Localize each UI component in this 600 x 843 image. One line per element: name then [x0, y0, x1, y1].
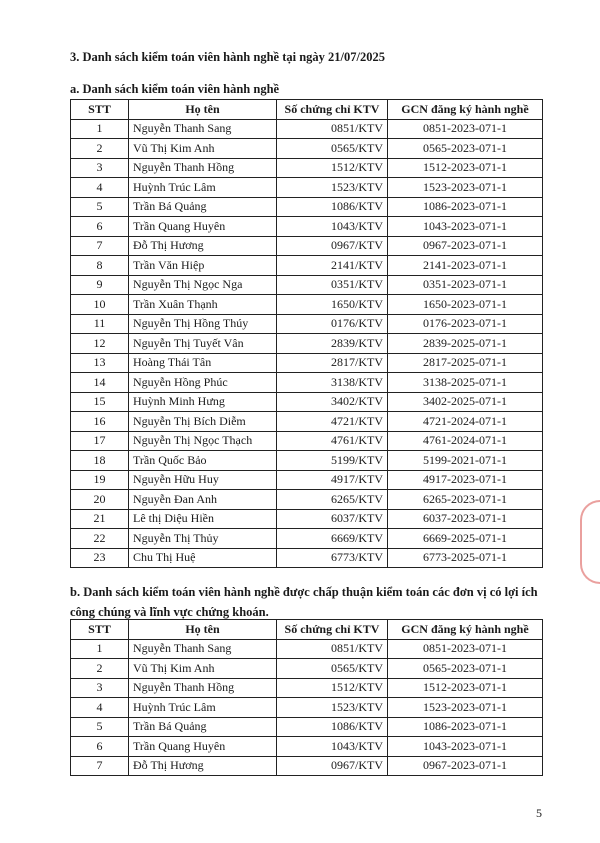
table-row — [71, 275, 543, 295]
cell-name: Nguyễn Hữu Huy — [129, 470, 277, 490]
cell-stt: 4 — [71, 178, 129, 198]
cell-name: Vũ Thị Kim Anh — [129, 139, 277, 159]
cell-registration: 0351-2023-071-1 — [388, 275, 543, 295]
cell-certificate: 2839/KTV — [277, 334, 388, 354]
cell-registration: 1086-2023-071-1 — [388, 197, 543, 217]
part-a-title: a. Danh sách kiểm toán viên hành nghề — [70, 82, 280, 96]
cell-registration: 2141-2023-071-1 — [388, 256, 543, 276]
table-row — [71, 314, 543, 334]
cell-registration: 6265-2023-071-1 — [388, 490, 543, 510]
cell-certificate: 0967/KTV — [277, 756, 388, 776]
cell-certificate: 1650/KTV — [277, 295, 388, 315]
cell-name: Đỗ Thị Hương — [129, 236, 277, 256]
table-row — [71, 737, 543, 757]
cell-registration: 6669-2025-071-1 — [388, 529, 543, 549]
header-stt: STT — [71, 100, 129, 120]
cell-stt: 21 — [71, 509, 129, 529]
cell-certificate: 3402/KTV — [277, 392, 388, 412]
cell-name: Trần Văn Hiệp — [129, 256, 277, 276]
cell-name: Huỳnh Minh Hưng — [129, 392, 277, 412]
cell-registration: 1086-2023-071-1 — [388, 717, 543, 737]
cell-registration: 1043-2023-071-1 — [388, 737, 543, 757]
cell-registration: 6773-2025-071-1 — [388, 548, 543, 568]
table-row — [71, 373, 543, 393]
cell-registration: 6037-2023-071-1 — [388, 509, 543, 529]
table-row — [71, 678, 543, 698]
cell-name: Nguyễn Đan Anh — [129, 490, 277, 510]
header-registration: GCN đăng ký hành nghề — [388, 620, 543, 640]
auditor-table-b — [70, 619, 543, 776]
cell-registration: 0851-2023-071-1 — [388, 639, 543, 659]
cell-stt: 6 — [71, 737, 129, 757]
cell-stt: 9 — [71, 275, 129, 295]
cell-stt: 20 — [71, 490, 129, 510]
table-row — [71, 431, 543, 451]
cell-name: Đỗ Thị Hương — [129, 756, 277, 776]
table-row — [71, 412, 543, 432]
table-row — [71, 392, 543, 412]
cell-certificate: 0967/KTV — [277, 236, 388, 256]
cell-registration: 0565-2023-071-1 — [388, 139, 543, 159]
header-name: Họ tên — [129, 100, 277, 120]
table-row — [71, 334, 543, 354]
header-name: Họ tên — [129, 620, 277, 640]
cell-stt: 8 — [71, 256, 129, 276]
cell-certificate: 4721/KTV — [277, 412, 388, 432]
table-row — [71, 256, 543, 276]
table-row — [71, 197, 543, 217]
table-row — [71, 178, 543, 198]
table-row — [71, 353, 543, 373]
table-row — [71, 295, 543, 315]
cell-name: Nguyễn Thanh Hồng — [129, 158, 277, 178]
cell-registration: 3402-2025-071-1 — [388, 392, 543, 412]
cell-stt: 5 — [71, 197, 129, 217]
table-row — [71, 659, 543, 679]
cell-registration: 4917-2023-071-1 — [388, 470, 543, 490]
cell-name: Huỳnh Trúc Lâm — [129, 178, 277, 198]
cell-name: Trần Xuân Thạnh — [129, 295, 277, 315]
table-header-row — [71, 100, 543, 120]
cell-certificate: 1512/KTV — [277, 678, 388, 698]
cell-registration: 1650-2023-071-1 — [388, 295, 543, 315]
cell-name: Lê thị Diệu Hiền — [129, 509, 277, 529]
section-title: 3. Danh sách kiểm toán viên hành nghề tại ngày 21/07/2025 — [70, 50, 385, 64]
cell-certificate: 2141/KTV — [277, 256, 388, 276]
cell-certificate: 0565/KTV — [277, 659, 388, 679]
cell-stt: 18 — [71, 451, 129, 471]
cell-name: Trần Quốc Bảo — [129, 451, 277, 471]
cell-name: Nguyễn Thanh Hồng — [129, 678, 277, 698]
cell-stt: 6 — [71, 217, 129, 237]
header-certificate: Số chứng chỉ KTV — [277, 620, 388, 640]
auditor-table-a — [70, 99, 543, 568]
table-row — [71, 639, 543, 659]
page-number: 5 — [536, 806, 542, 820]
cell-stt: 4 — [71, 698, 129, 718]
cell-certificate: 5199/KTV — [277, 451, 388, 471]
cell-stt: 22 — [71, 529, 129, 549]
table-row — [71, 158, 543, 178]
cell-stt: 19 — [71, 470, 129, 490]
table-row — [71, 451, 543, 471]
cell-name: Nguyễn Thị Thủy — [129, 529, 277, 549]
header-certificate: Số chứng chỉ KTV — [277, 100, 388, 120]
cell-stt: 13 — [71, 353, 129, 373]
cell-name: Nguyễn Thị Tuyết Vân — [129, 334, 277, 354]
cell-stt: 23 — [71, 548, 129, 568]
cell-certificate: 1043/KTV — [277, 217, 388, 237]
cell-stt: 12 — [71, 334, 129, 354]
cell-certificate: 1512/KTV — [277, 158, 388, 178]
cell-certificate: 4917/KTV — [277, 470, 388, 490]
cell-stt: 7 — [71, 756, 129, 776]
cell-stt: 17 — [71, 431, 129, 451]
table-row — [71, 119, 543, 139]
header-stt: STT — [71, 620, 129, 640]
cell-stt: 14 — [71, 373, 129, 393]
cell-name: Trần Quang Huyên — [129, 737, 277, 757]
cell-certificate: 0176/KTV — [277, 314, 388, 334]
cell-name: Nguyễn Thị Ngọc Nga — [129, 275, 277, 295]
partial-stamp — [580, 500, 600, 584]
part-b-title: b. Danh sách kiểm toán viên hành nghề được chấp thuận kiểm toán các đơn vị có lợi ích công chúng và lĩnh vực chứng khoán. — [70, 585, 538, 619]
cell-registration: 4721-2024-071-1 — [388, 412, 543, 432]
cell-certificate: 0351/KTV — [277, 275, 388, 295]
cell-registration: 1512-2023-071-1 — [388, 158, 543, 178]
cell-stt: 1 — [71, 639, 129, 659]
cell-stt: 3 — [71, 678, 129, 698]
cell-name: Trần Quang Huyên — [129, 217, 277, 237]
cell-certificate: 6037/KTV — [277, 509, 388, 529]
cell-stt: 15 — [71, 392, 129, 412]
table-row — [71, 509, 543, 529]
table-row — [71, 236, 543, 256]
cell-certificate: 6669/KTV — [277, 529, 388, 549]
cell-registration: 0176-2023-071-1 — [388, 314, 543, 334]
cell-certificate: 1086/KTV — [277, 197, 388, 217]
table-row — [71, 529, 543, 549]
cell-certificate: 1523/KTV — [277, 698, 388, 718]
cell-certificate: 6265/KTV — [277, 490, 388, 510]
cell-stt: 11 — [71, 314, 129, 334]
cell-registration: 1523-2023-071-1 — [388, 178, 543, 198]
cell-certificate: 0851/KTV — [277, 119, 388, 139]
cell-certificate: 1523/KTV — [277, 178, 388, 198]
table-row — [71, 217, 543, 237]
cell-registration: 1043-2023-071-1 — [388, 217, 543, 237]
cell-certificate: 1043/KTV — [277, 737, 388, 757]
table-row — [71, 756, 543, 776]
cell-certificate: 0851/KTV — [277, 639, 388, 659]
cell-registration: 2817-2025-071-1 — [388, 353, 543, 373]
table-row — [71, 548, 543, 568]
cell-name: Nguyễn Thị Bích Diễm — [129, 412, 277, 432]
cell-stt: 7 — [71, 236, 129, 256]
cell-name: Hoàng Thái Tân — [129, 353, 277, 373]
cell-name: Nguyễn Thị Ngọc Thạch — [129, 431, 277, 451]
cell-stt: 16 — [71, 412, 129, 432]
cell-name: Nguyễn Thanh Sang — [129, 119, 277, 139]
cell-registration: 1512-2023-071-1 — [388, 678, 543, 698]
cell-certificate: 3138/KTV — [277, 373, 388, 393]
cell-certificate: 4761/KTV — [277, 431, 388, 451]
cell-name: Nguyễn Hồng Phúc — [129, 373, 277, 393]
cell-registration: 5199-2021-071-1 — [388, 451, 543, 471]
cell-name: Nguyễn Thanh Sang — [129, 639, 277, 659]
table-row — [71, 698, 543, 718]
cell-registration: 1523-2023-071-1 — [388, 698, 543, 718]
cell-registration: 3138-2025-071-1 — [388, 373, 543, 393]
cell-certificate: 2817/KTV — [277, 353, 388, 373]
cell-name: Chu Thị Huệ — [129, 548, 277, 568]
cell-registration: 0565-2023-071-1 — [388, 659, 543, 679]
cell-certificate: 6773/KTV — [277, 548, 388, 568]
cell-stt: 2 — [71, 659, 129, 679]
table-row — [71, 139, 543, 159]
cell-stt: 1 — [71, 119, 129, 139]
table-row — [71, 490, 543, 510]
table-header-row — [71, 620, 543, 640]
header-registration: GCN đăng ký hành nghề — [388, 100, 543, 120]
cell-stt: 2 — [71, 139, 129, 159]
cell-name: Trần Bá Quảng — [129, 197, 277, 217]
cell-certificate: 1086/KTV — [277, 717, 388, 737]
cell-registration: 0967-2023-071-1 — [388, 756, 543, 776]
cell-stt: 5 — [71, 717, 129, 737]
cell-stt: 3 — [71, 158, 129, 178]
cell-name: Huỳnh Trúc Lâm — [129, 698, 277, 718]
table-row — [71, 717, 543, 737]
cell-name: Trần Bá Quảng — [129, 717, 277, 737]
cell-registration: 0967-2023-071-1 — [388, 236, 543, 256]
cell-certificate: 0565/KTV — [277, 139, 388, 159]
cell-registration: 4761-2024-071-1 — [388, 431, 543, 451]
cell-name: Vũ Thị Kim Anh — [129, 659, 277, 679]
cell-registration: 2839-2025-071-1 — [388, 334, 543, 354]
cell-name: Nguyễn Thị Hồng Thúy — [129, 314, 277, 334]
table-row — [71, 470, 543, 490]
cell-registration: 0851-2023-071-1 — [388, 119, 543, 139]
cell-stt: 10 — [71, 295, 129, 315]
